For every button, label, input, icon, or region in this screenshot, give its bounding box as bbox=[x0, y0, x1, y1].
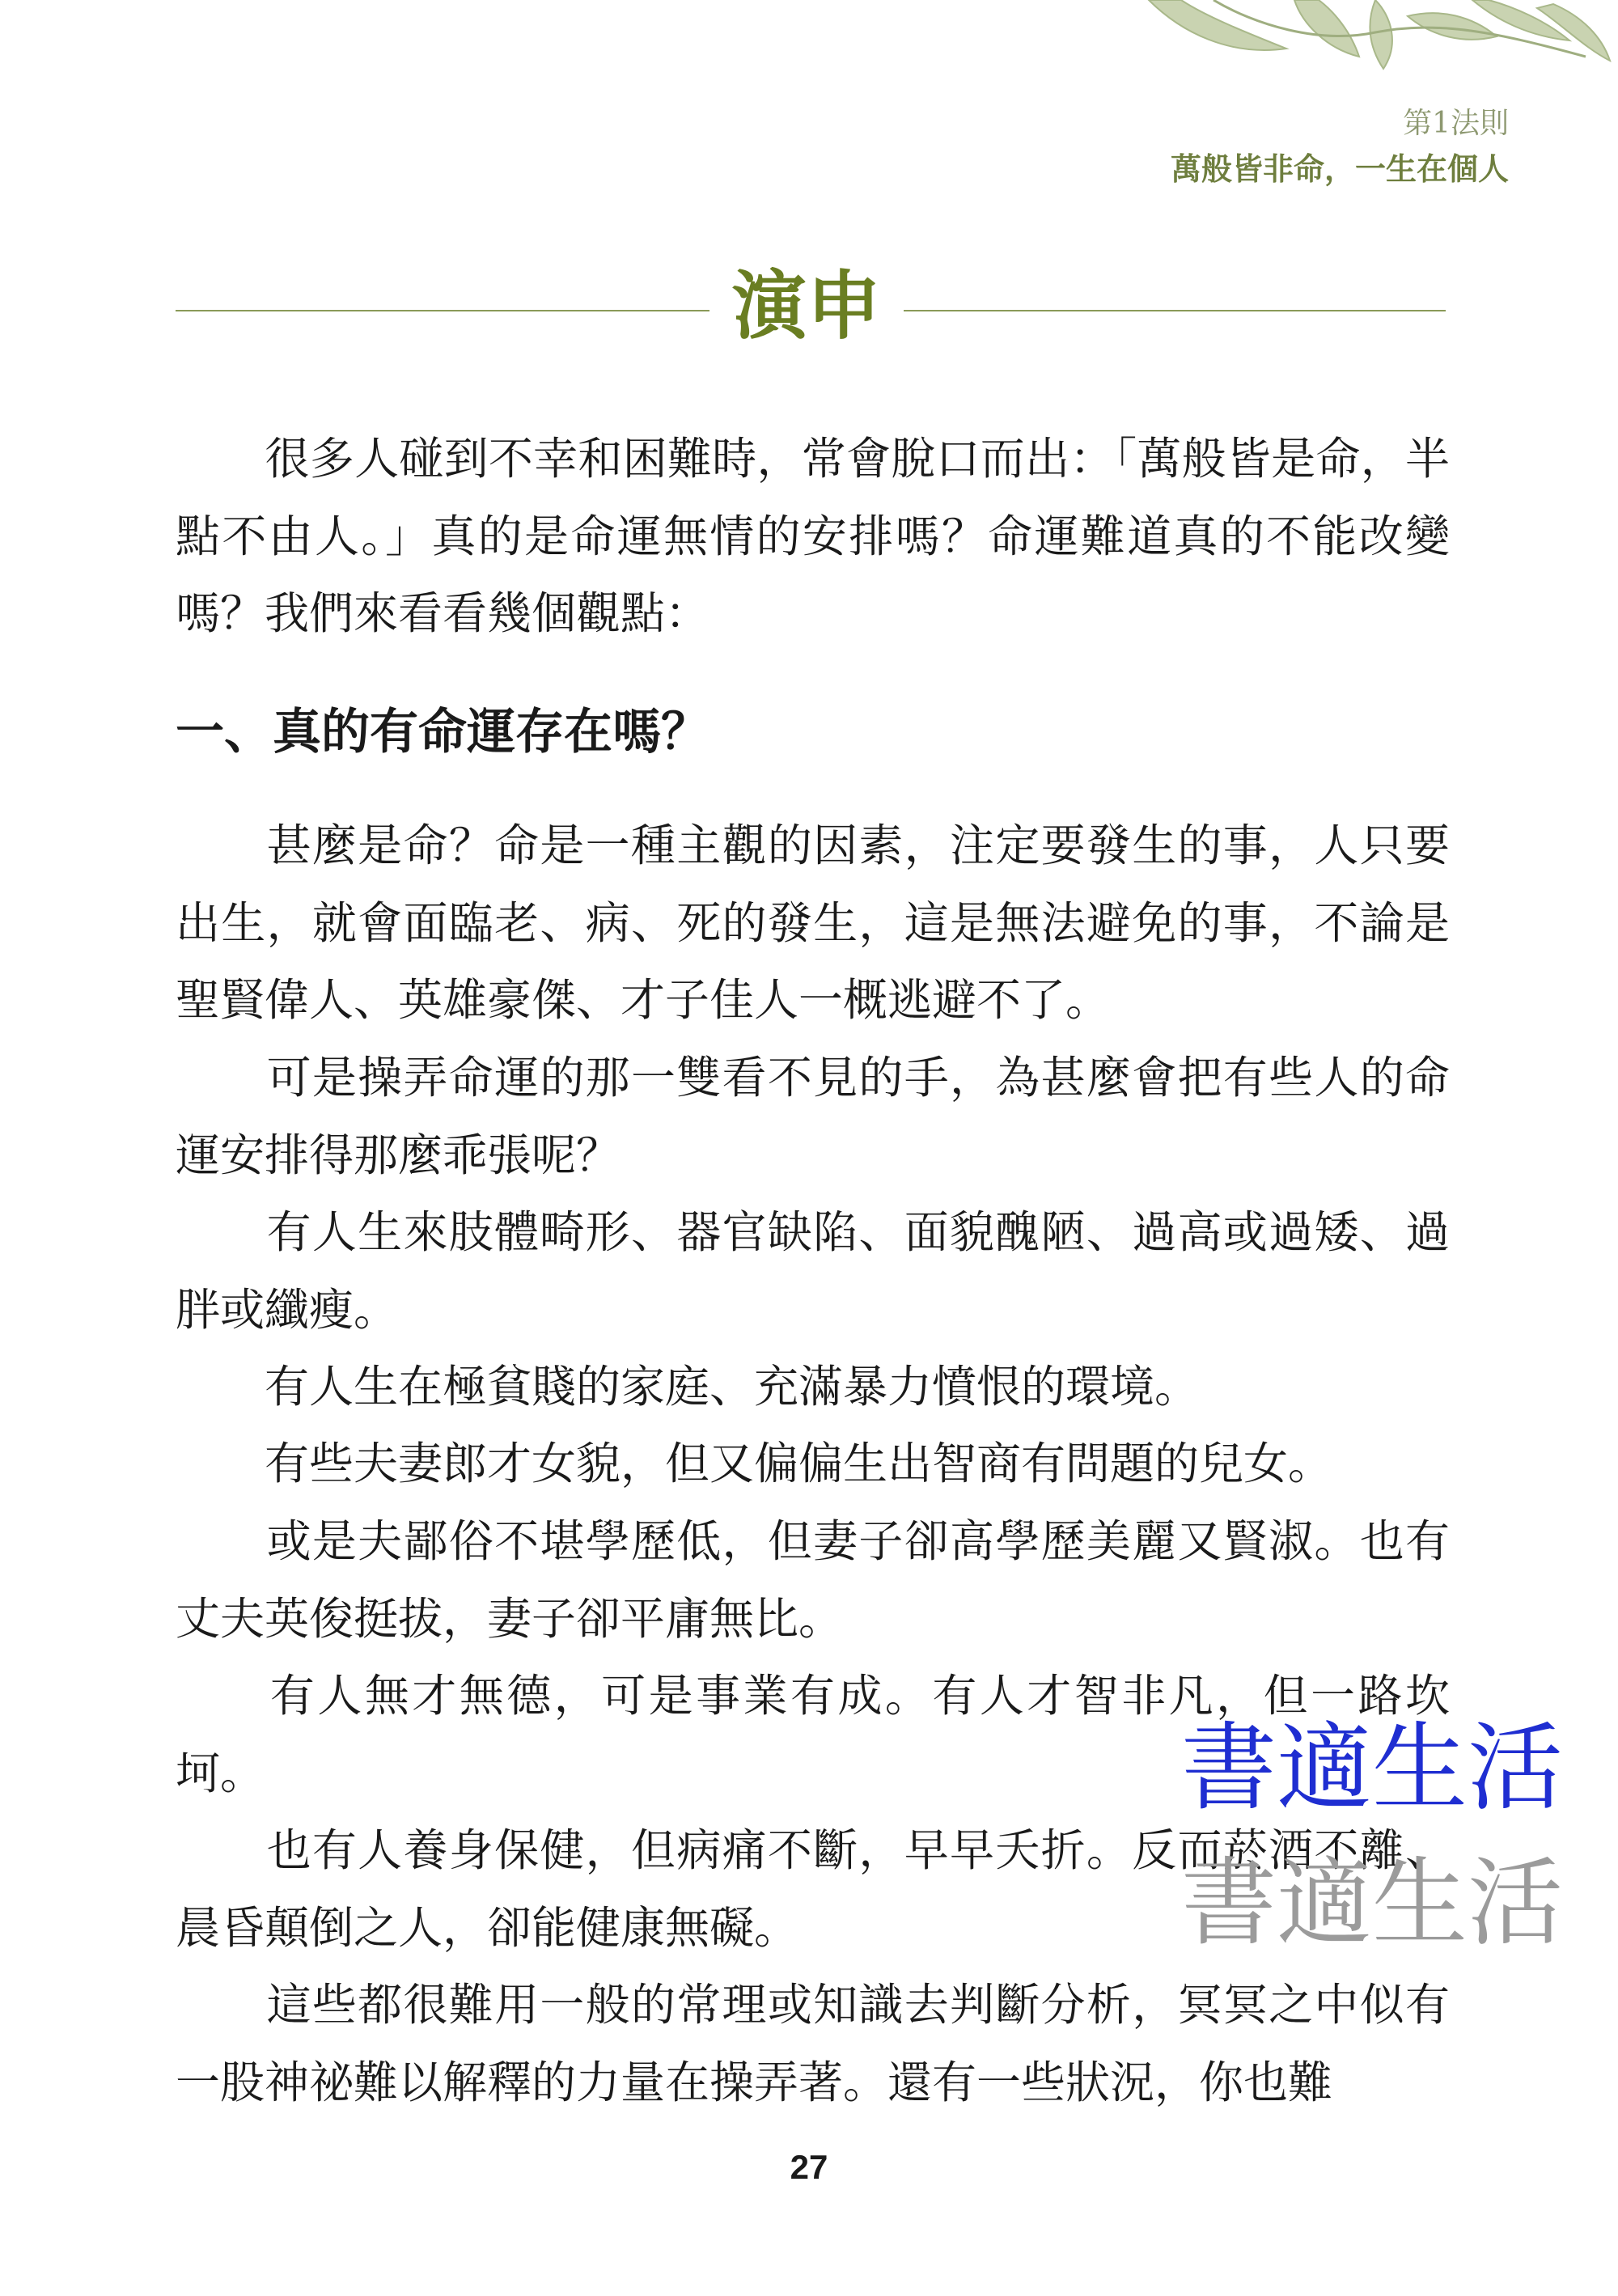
body-paragraph-4: 有人生在極貧賤的家庭、充滿暴力憤恨的環境。 bbox=[176, 1361, 1200, 1413]
body-paragraph-9: 這些都很難用一般的常理或知識去判斷分析，冥冥之中似有一股神祕難以解釋的力量在操弄著。還有一些狀況，你也難 bbox=[176, 1979, 1450, 2108]
body-paragraph-2: 可是操弄命運的那一雙看不見的手，為甚麼會把有些人的命運安排得那麼乖張呢？ bbox=[176, 1052, 1450, 1181]
chapter-label: 第1法則 bbox=[1403, 107, 1509, 140]
section-title: 演申 bbox=[731, 262, 881, 349]
watermark-blue: 書適生活 bbox=[1181, 1712, 1564, 1824]
title-rule-left bbox=[176, 310, 709, 311]
title-rule-right bbox=[904, 310, 1446, 311]
section-title-row bbox=[176, 257, 1446, 354]
body-paragraph-3: 有人生來肢體畸形、器官缺陷、面貌醜陋、過高或過矮、過胖或纖瘦。 bbox=[176, 1206, 1450, 1336]
page-number: 27 bbox=[790, 2148, 828, 2186]
watermark-gray: 書適生活 bbox=[1181, 1847, 1564, 1959]
running-head bbox=[1171, 101, 1509, 192]
leaf-decoration bbox=[1133, 0, 1618, 73]
chapter-title: 萬般皆非命，一生在個人 bbox=[1170, 151, 1509, 187]
body-paragraph-7: 有人無才無德，可是事業有成。有人才智非凡，但一路坎坷。 bbox=[176, 1670, 1450, 1799]
section-heading: 一、真的有命運存在嗎？ bbox=[176, 704, 709, 760]
intro-paragraph: 很多人碰到不幸和困難時，常會脫口而出：「萬般皆是命，半點不由人。」真的是命運無情的安排嗎？命運難道真的不能改變嗎？我們來看看幾個觀點： bbox=[176, 433, 1450, 639]
body-paragraph-5: 有些夫妻郎才女貌，但又偏偏生出智商有問題的兒女。 bbox=[176, 1438, 1333, 1489]
body-paragraph-6: 或是夫鄙俗不堪學歷低，但妻子卻高學歷美麗又賢淑。也有丈夫英俊挺拔，妻子卻平庸無比。 bbox=[176, 1515, 1450, 1645]
body-paragraph-1: 甚麼是命？命是一種主觀的因素，注定要發生的事，人只要出生，就會面臨老、病、死的發生，這是無法避免的事，不論是聖賢偉人、英雄豪傑、才子佳人一概逃避不了。 bbox=[176, 820, 1450, 1026]
body-paragraph-8: 也有人養身保健，但病痛不斷，早早夭折。反而菸酒不離、晨昏顛倒之人，卻能健康無礙。 bbox=[176, 1824, 1450, 1954]
